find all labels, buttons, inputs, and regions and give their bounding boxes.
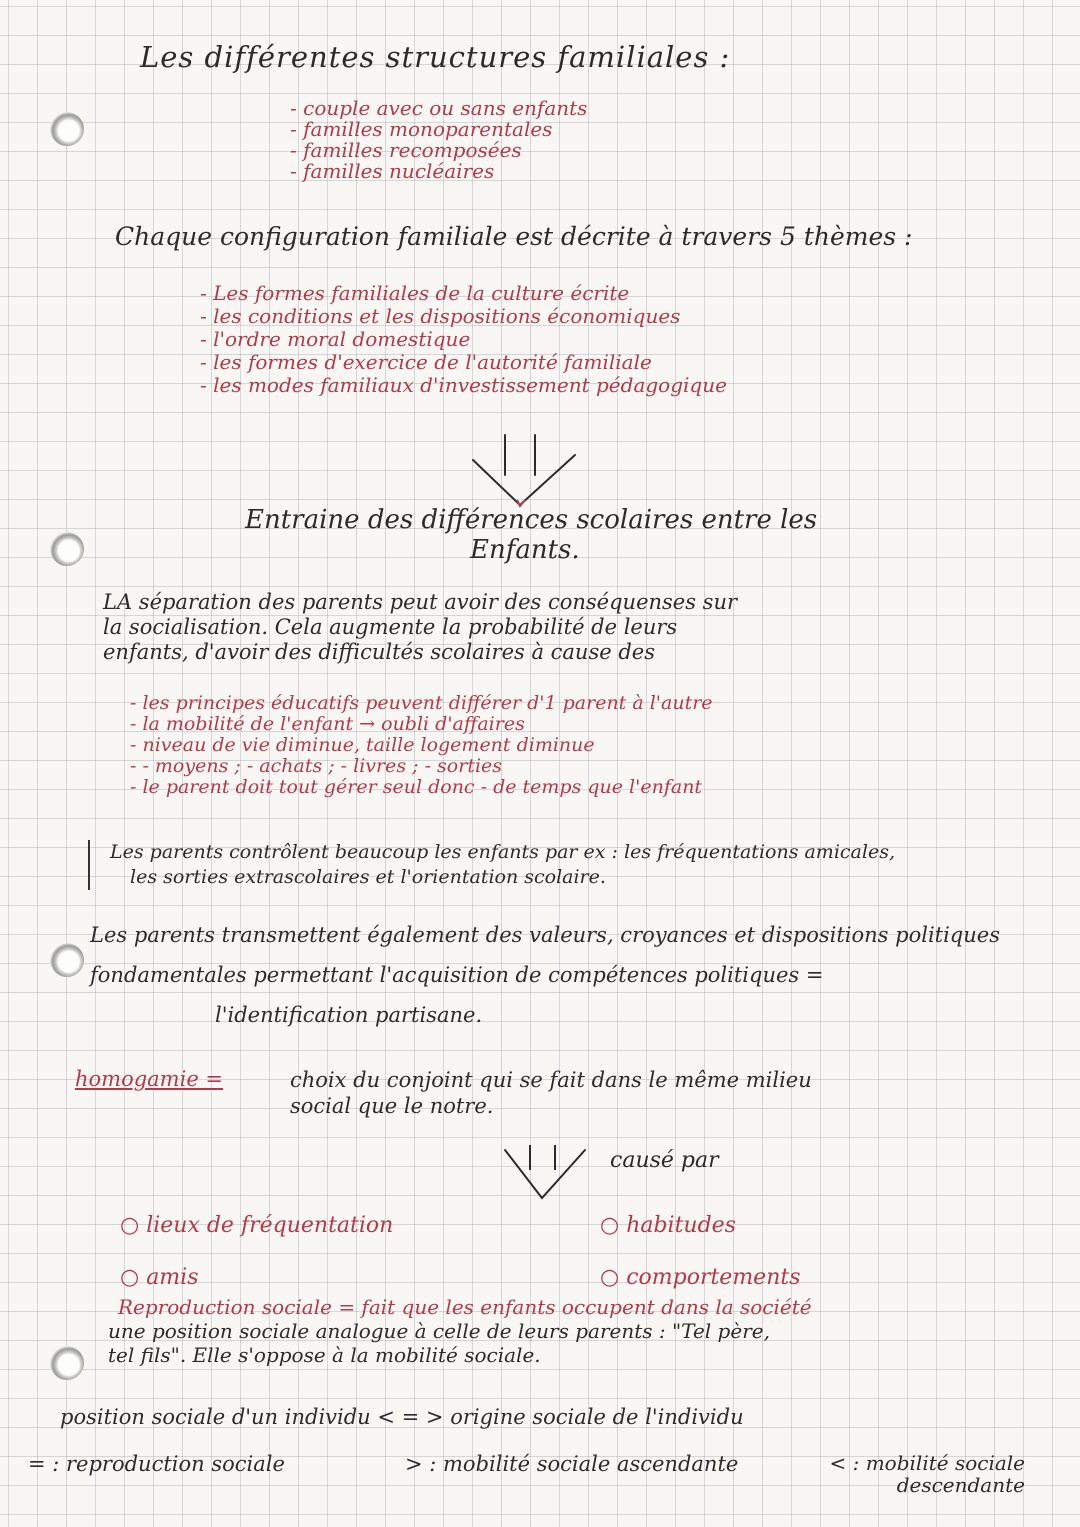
list-item: - Les formes familiales de la culture écrite: [200, 281, 630, 305]
list-item: - les formes d'exercice de l'autorité familiale: [200, 350, 652, 374]
themes-intro: Chaque configuration familiale est décrite à travers 5 thèmes :: [115, 222, 913, 251]
list-item: - la mobilité de l'enfant → oubli d'affaires: [130, 713, 525, 735]
equal-legend: = : reproduction sociale: [28, 1452, 285, 1476]
down-arrow-icon: [465, 430, 585, 510]
list-item: ○ lieux de fréquentation: [120, 1213, 394, 1238]
list-item: - l'ordre moral domestique: [200, 327, 471, 351]
list-item: - familles nucléaires: [290, 159, 495, 183]
separation-paragraph: LA séparation des parents peut avoir des conséquenses sur la socialisation. Cela augmente la probabilité de leurs enfants, d'avoir des difficultés scolaires à cause des: [103, 590, 738, 664]
reproduction-paragraph: Reproduction sociale = fait que les enfants occupent dans la société une position sociale analogue à celle de leurs parents : "Tel père, tel fils". Elle s'oppose à la mobilité sociale.: [108, 1295, 812, 1367]
list-item: - niveau de vie diminue, taille logement diminue: [130, 734, 595, 756]
list-item: ○ habitudes: [600, 1213, 736, 1238]
binder-hole: [50, 112, 84, 146]
list-item: ○ amis: [120, 1265, 199, 1290]
list-item: - couple avec ou sans enfants: [290, 96, 588, 120]
structures-list: [290, 98, 587, 182]
transmission-paragraph: Les parents transmettent également des valeurs, croyances et dispositions politiques fondamentales permettant l'acquisition de compétences politiques = l'identification partisane.: [90, 923, 1000, 1027]
down-arrow-icon: [500, 1140, 590, 1205]
homogamie-causes-left: [120, 1200, 393, 1304]
less-legend: < : mobilité sociale descendante: [829, 1451, 1025, 1497]
themes-list: [200, 282, 727, 397]
position-comparison: position sociale d'un individu < = > origine sociale de l'individu: [60, 1405, 744, 1429]
list-item: - les modes familiaux d'investissement pédagogique: [200, 373, 727, 397]
binder-hole: [50, 943, 84, 977]
list-item: - familles recomposées: [290, 138, 522, 162]
homogamie-term: homogamie =: [75, 1067, 224, 1091]
list-item: - les conditions et les dispositions économiques: [200, 304, 681, 328]
list-item: - le parent doit tout gérer seul donc - de temps que l'enfant: [130, 776, 703, 798]
homogamie-causes-right: [600, 1200, 801, 1304]
list-item: - - moyens ; - achats ; - livres ; - sorties: [130, 755, 503, 777]
binder-hole: [50, 1346, 84, 1380]
consequence-statement: Entraine des différences scolaires entre les Enfants.: [245, 505, 818, 565]
caused-by-label: causé par: [610, 1148, 719, 1173]
list-item: - familles monoparentales: [290, 117, 553, 141]
greater-legend: > : mobilité sociale ascendante: [405, 1452, 739, 1476]
bracket-note: Les parents contrôlent beaucoup les enfants par ex : les fréquentations amicales, les sorties extrascolaires et l'orientation scolaire.: [88, 840, 895, 890]
homogamie-definition: choix du conjoint qui se fait dans le même milieu social que le notre.: [290, 1068, 812, 1118]
list-item: ○ comportements: [600, 1265, 801, 1290]
binder-hole: [50, 532, 84, 566]
list-item: - les principes éducatifs peuvent différer d'1 parent à l'autre: [130, 692, 713, 714]
page-title: Les différentes structures familiales :: [140, 40, 731, 74]
difficulties-list: [130, 693, 713, 798]
